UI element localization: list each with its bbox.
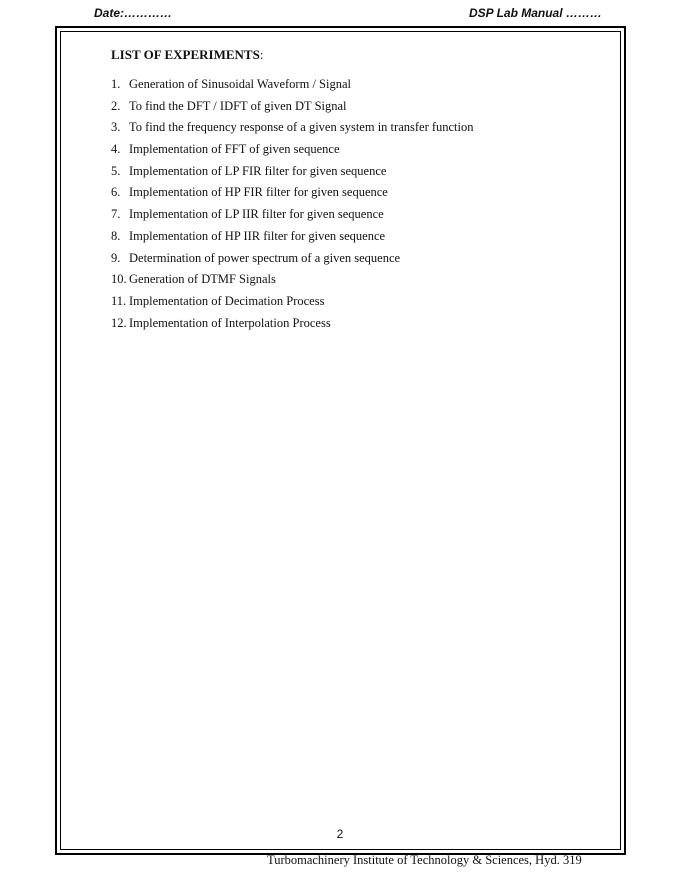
list-item: [111, 183, 474, 205]
list-item-text: Implementation of HP IIR filter for given sequence: [129, 228, 386, 243]
list-item-text: Implementation of LP IIR filter for given sequence: [129, 207, 384, 222]
list-item: [111, 162, 474, 184]
list-item-number: 4.: [111, 142, 121, 157]
list-item-number: 2.: [111, 98, 121, 113]
list-item-number: 9.: [111, 250, 121, 265]
list-item-text: Implementation of LP FIR filter for given sequence: [129, 163, 387, 178]
list-item-text: Implementation of Decimation Process: [129, 293, 325, 308]
list-item-number: 8.: [111, 228, 121, 243]
list-item-text: Implementation of Interpolation Process: [129, 315, 331, 330]
list-item: [111, 314, 474, 336]
list-item-text: Generation of Sinusoidal Waveform / Signal: [129, 77, 351, 91]
list-item-text: Implementation of HP FIR filter for given sequence: [129, 185, 388, 200]
experiments-list: [111, 75, 474, 335]
list-item-text: Generation of DTMF Signals: [129, 272, 276, 287]
list-item-number: 12.: [111, 315, 127, 330]
list-item: [111, 227, 474, 249]
list-item: [111, 270, 474, 292]
list-title-text: LIST OF EXPERIMENTS: [111, 47, 260, 62]
header-manual-title: DSP Lab Manual ………: [469, 6, 602, 20]
list-item-number: 11.: [111, 293, 127, 308]
list-item: [111, 118, 474, 140]
list-item-text: To find the frequency response of a given system in transfer function: [129, 120, 474, 135]
list-item-number: 3.: [111, 120, 121, 135]
list-item: [111, 205, 474, 227]
footer-institute: Turbomachinery Institute of Technology & Sciences, Hyd. 319: [267, 853, 582, 867]
list-item-text: Determination of power spectrum of a given sequence: [129, 250, 401, 265]
list-item-number: 7.: [111, 207, 121, 222]
list-item-number: 1.: [111, 77, 121, 91]
list-item-number: 5.: [111, 163, 121, 178]
list-item: [111, 140, 474, 162]
list-item-number: 6.: [111, 185, 121, 200]
page-number: 2: [336, 827, 344, 841]
header-date-label: Date:…………: [94, 6, 173, 20]
list-item-number: 10.: [111, 272, 127, 287]
list-item: [111, 97, 474, 119]
list-item: [111, 75, 474, 97]
list-item-text: Implementation of FFT of given sequence: [129, 142, 340, 157]
list-title: [111, 47, 263, 63]
list-item-text: To find the DFT / IDFT of given DT Signal: [129, 98, 347, 113]
list-title-colon: :: [259, 47, 264, 62]
list-item: [111, 249, 474, 271]
list-item: [111, 292, 474, 314]
